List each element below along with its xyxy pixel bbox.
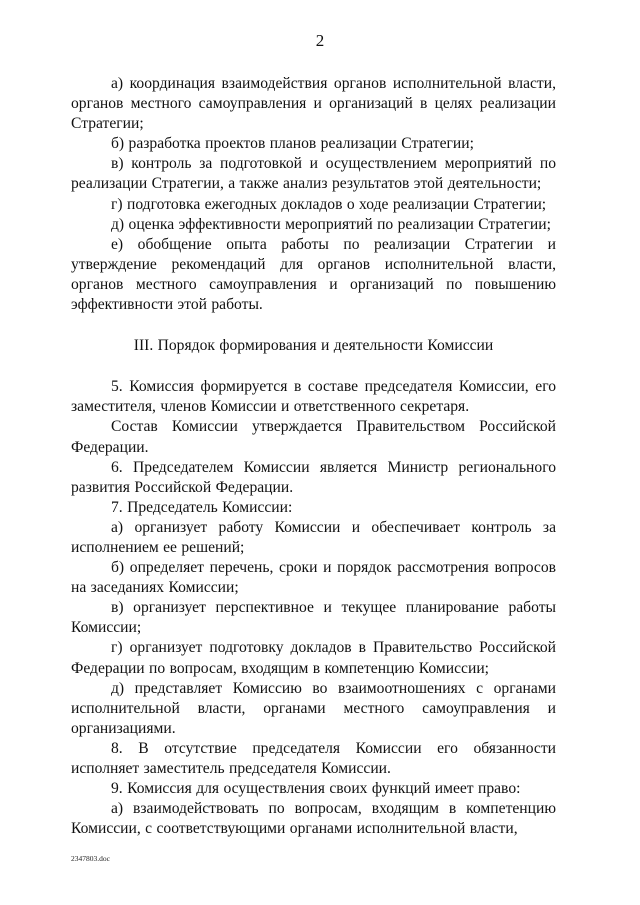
list-item-g: г) подготовка ежегодных докладов о ходе реализации Стратегии; <box>111 195 547 213</box>
paragraph-6: 6. Председателем Комиссии является Министр регионального развития Российской Федерации. <box>71 458 561 496</box>
paragraph-7: 7. Председатель Комиссии: <box>111 498 293 516</box>
paragraph-composition: Состав Комиссии утверждается Правительством Российской Федерации. <box>71 418 561 456</box>
chairman-item-a: а) организует работу Комиссии и обеспечивает контроль за исполнением ее решений; <box>71 518 561 556</box>
list-item-b: б) разработка проектов планов реализации Стратегии; <box>111 135 474 153</box>
rights-item-a: а) взаимодействовать по вопросам, входящим в компетенцию Комиссии, с соответствующими органами исполнительной власти, <box>71 800 561 838</box>
chairman-item-b: б) определяет перечень, сроки и порядок рассмотрения вопросов на заседаниях Комиссии; <box>71 559 561 597</box>
list-item-e: е) обобщение опыта работы по реализации Стратегии и утверждение рекомендаций для органов исполнительной власти, органов местного самоуправления и организаций по повышению эффективности этой работы. <box>71 235 561 314</box>
paragraph-5: 5. Комиссия формируется в составе председателя Комиссии, его заместителя, членов Комиссии и ответственного секретаря. <box>71 378 561 416</box>
footer-document-code: 2347803.doc <box>71 854 110 863</box>
chairman-item-g: г) организует подготовку докладов в Правительство Российской Федерации по вопросам, входящим в компетенцию Комиссии; <box>71 639 561 677</box>
list-item-a: а) координация взаимодействия органов исполнительной власти, органов местного самоуправления и организаций в целях реализации Стратегии; <box>71 75 561 133</box>
list-item-v: в) контроль за подготовкой и осуществлением мероприятий по реализации Стратегии, а также анализ результатов этой деятельности; <box>71 155 561 193</box>
document-body <box>71 74 561 839</box>
chairman-item-v: в) организует перспективное и текущее планирование работы Комиссии; <box>71 599 561 637</box>
section-heading: III. Порядок формирования и деятельности Комиссии <box>133 337 494 355</box>
page-number: 2 <box>315 31 325 50</box>
chairman-item-d: д) представляет Комиссию во взаимоотношениях с органами исполнительной власти, органами местного самоуправления и организациями. <box>71 679 561 737</box>
list-item-d: д) оценка эффективности мероприятий по реализации Стратегии; <box>111 215 551 233</box>
paragraph-9: 9. Комиссия для осуществления своих функций имеет право: <box>111 780 521 798</box>
paragraph-8: 8. В отсутствие председателя Комиссии его обязанности исполняет заместитель председателя Комиссии. <box>71 739 561 777</box>
